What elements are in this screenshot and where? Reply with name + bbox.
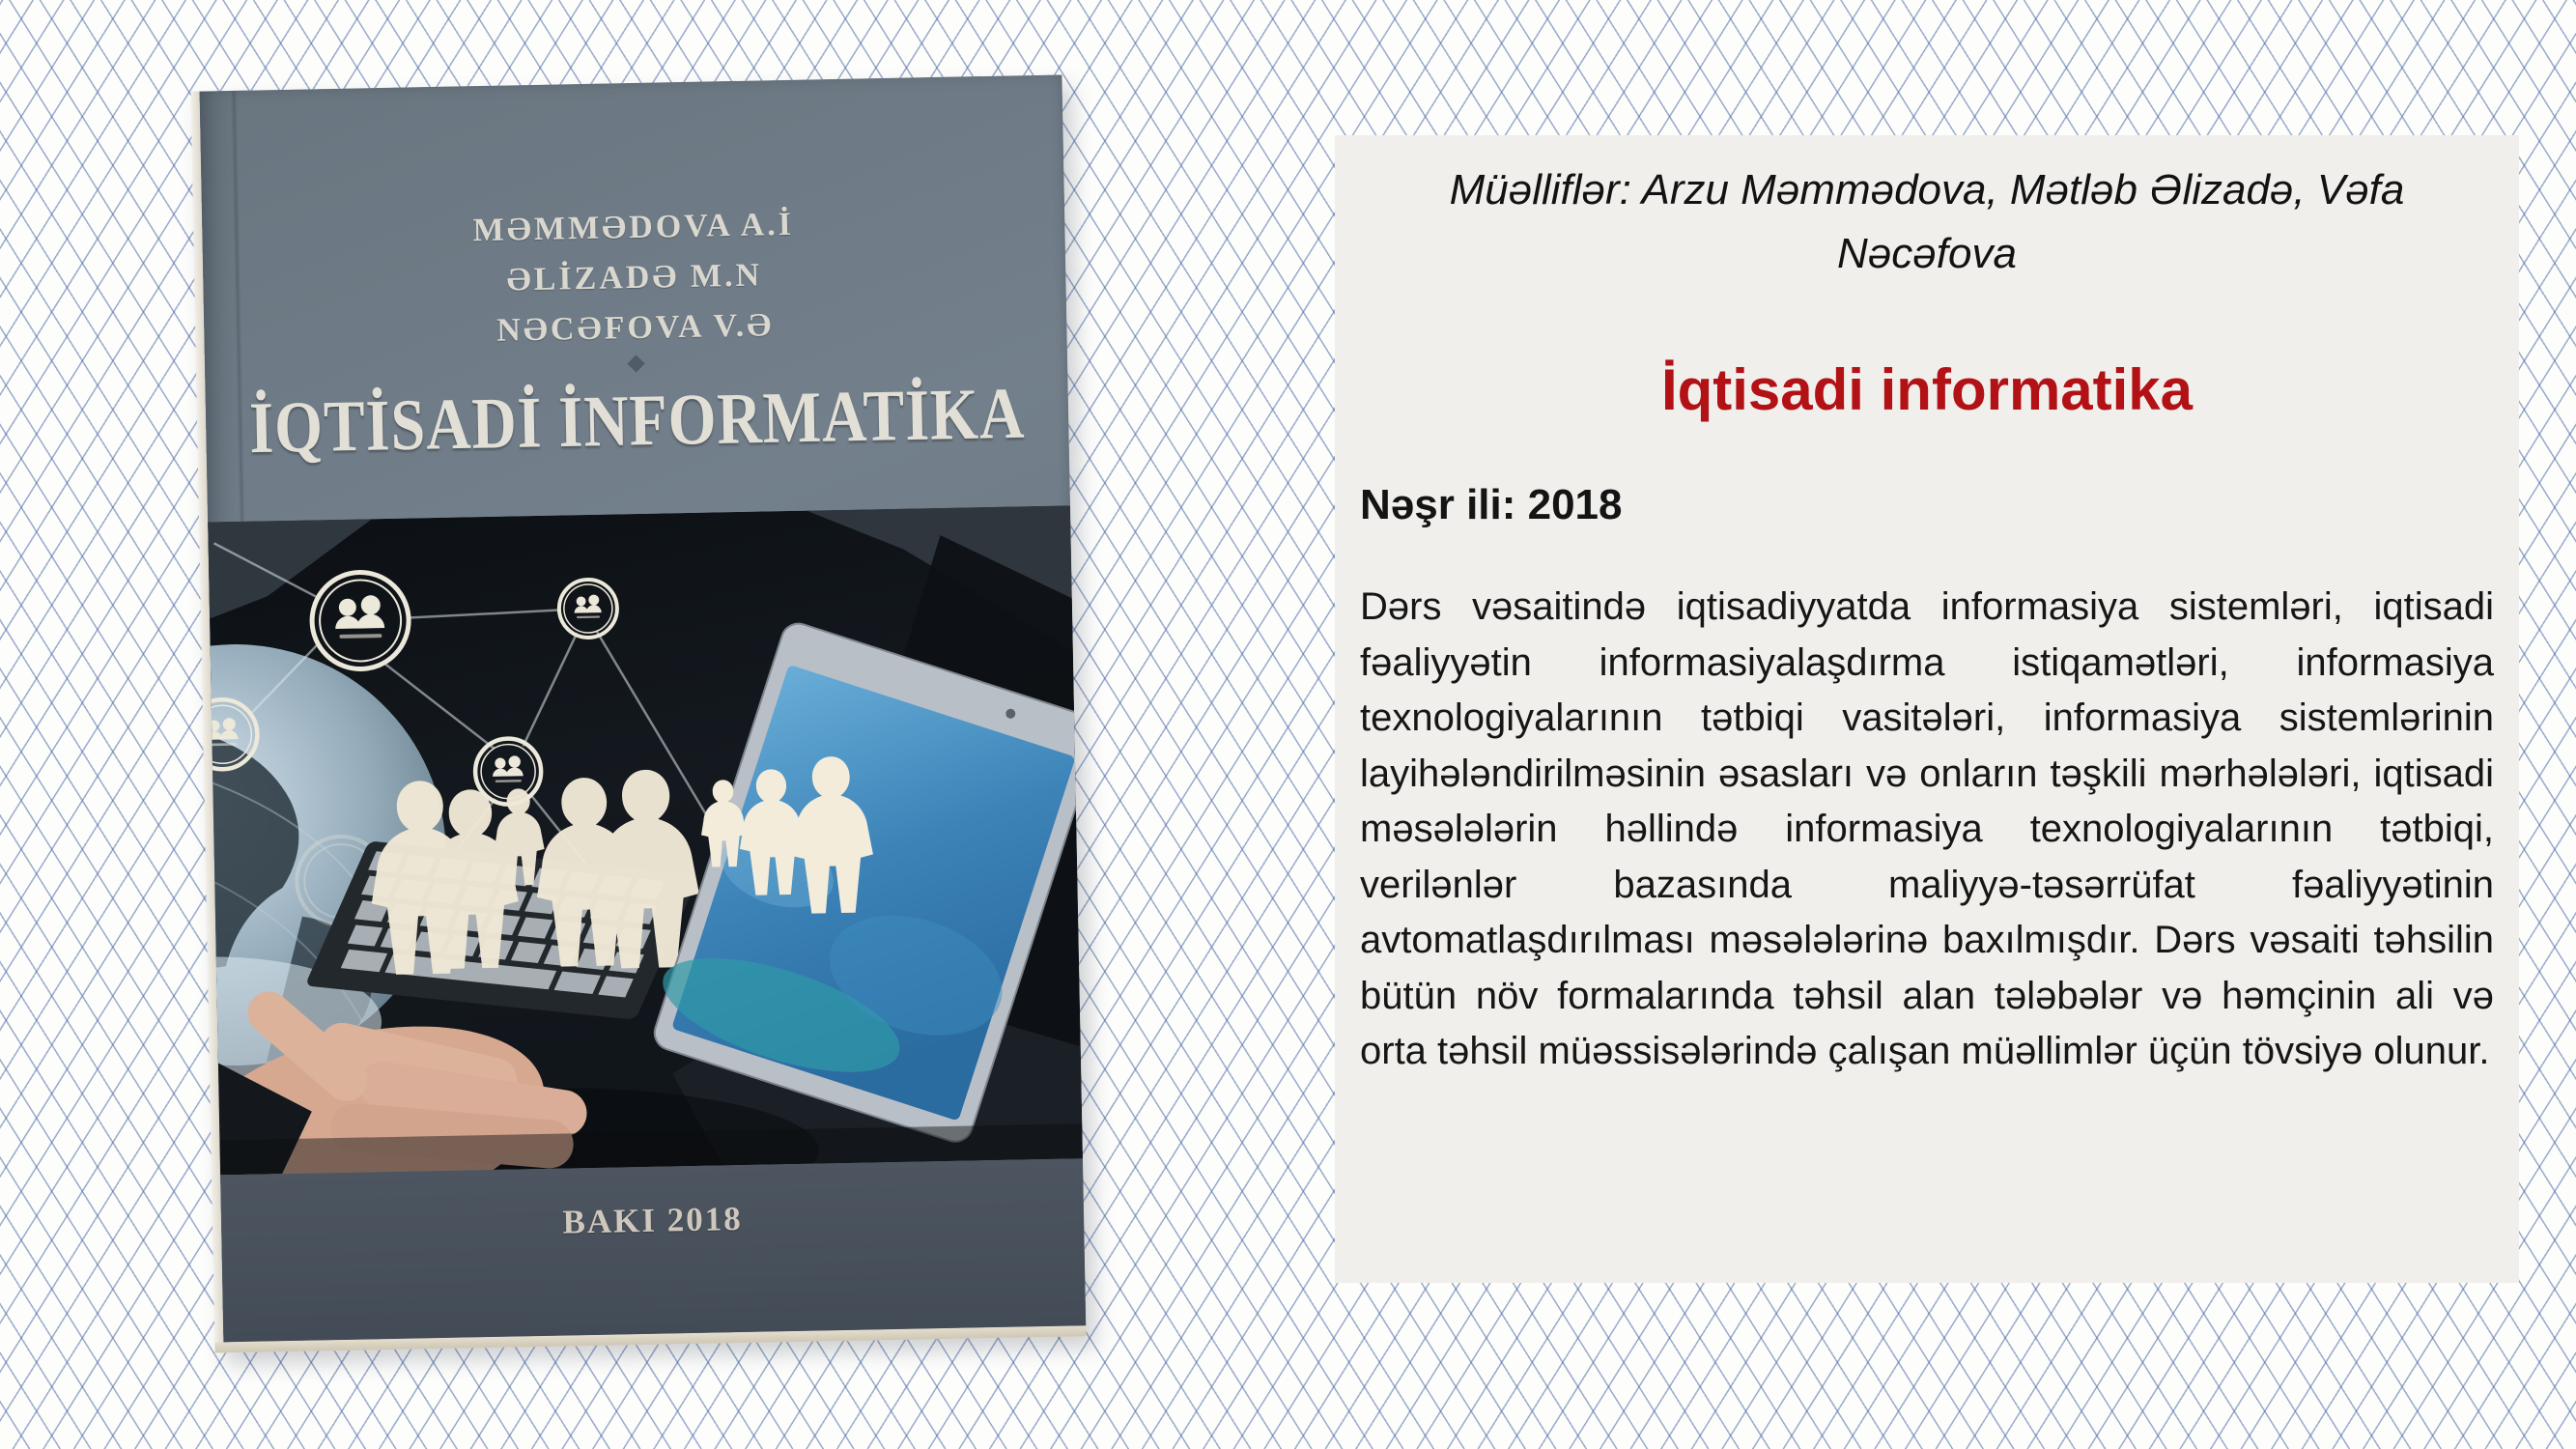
panel-authors-line: Müəlliflər: Arzu Məmmədova, Mətləb Əlizadə, Vəfa Nəcəfova bbox=[1449, 166, 2405, 277]
cover-bottom-band bbox=[220, 1158, 1086, 1342]
book-front-cover bbox=[200, 74, 1087, 1342]
cover-imprint: BAKI 2018 bbox=[562, 1200, 744, 1241]
cover-artwork bbox=[208, 505, 1083, 1175]
book-cover-photo bbox=[191, 74, 1087, 1352]
panel-description: Dərs vəsaitində iqtisadiyyatda informasiya sistemləri, iqtisadi fəaliyyətin informasiyalaşdırma istiqamətləri, informasiya texnologiyalarının tətbiqi vasitələri, informasiya sistemlərinin layihələndirilməsinin əsasları və onların təşkili mərhələləri, iqtisadi məsələlərin həllində informasiya texnologiyalarının tətbiqi, verilənlər bazasında maliyyə-təsərrüfat fəaliyyətinin avtomatlaşdırılması məsələlərinə baxılmışdır. Dərs vəsaiti təhsilin bütün növ formalarında təhsil alan tələbələr və həmçinin ali və orta təhsil müəssisələrində çalışan müəllimlər üçün tövsiyə olunur. bbox=[1360, 585, 2494, 1072]
book-info-panel bbox=[1335, 135, 2519, 1283]
panel-book-title: İqtisadi informatika bbox=[1660, 357, 2194, 422]
cover-title: İQTİSADİ İNFORMATİKA bbox=[248, 372, 1026, 469]
cover-author-2: ƏLİZADƏ M.N bbox=[506, 257, 763, 298]
cover-author-3: NƏCƏFOVA V.Ə bbox=[495, 307, 775, 349]
publisher-emblem-icon bbox=[627, 355, 644, 372]
cover-author-names bbox=[202, 194, 1067, 361]
cover-author-1: MƏMMƏDOVA A.İ bbox=[472, 206, 795, 249]
panel-publish-year: Nəşr ili: 2018 bbox=[1360, 481, 1623, 528]
